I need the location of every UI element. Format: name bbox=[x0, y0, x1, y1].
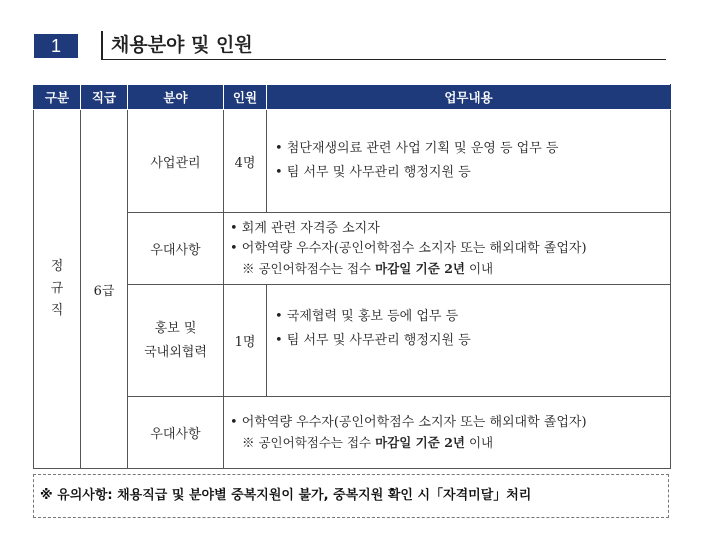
duties-cell bbox=[267, 285, 671, 397]
table-row bbox=[34, 397, 671, 469]
duty-item: • 팀 서무 및 사무관리 행정지원 등 bbox=[275, 165, 471, 180]
note-text: 이내 bbox=[464, 261, 494, 276]
recruitment-table bbox=[33, 84, 671, 469]
notice-box: ※ 유의사항: 채용직급 및 분야별 중복지원이 불가, 중복지원 확인 시「자격미달」처리 bbox=[33, 474, 669, 518]
duty-item: • 국제협력 및 홍보 등에 업무 등 bbox=[275, 308, 459, 324]
field-cell: 사업관리 bbox=[128, 110, 224, 213]
header-division: 구분 bbox=[34, 85, 81, 110]
headcount-cell: 4명 bbox=[224, 110, 267, 213]
title-underline bbox=[101, 59, 666, 60]
section-title: 채용분야 및 인원 bbox=[101, 31, 253, 59]
preference-cell bbox=[224, 397, 671, 469]
note-emphasis: 마감일 기준 2년 bbox=[375, 261, 465, 276]
grade-cell: 6급 bbox=[81, 110, 128, 469]
table-row bbox=[34, 285, 671, 397]
header-grade: 직급 bbox=[81, 85, 128, 110]
note-emphasis: 마감일 기준 2년 bbox=[375, 434, 465, 450]
headcount-cell: 1명 bbox=[224, 285, 267, 397]
table-row bbox=[34, 213, 671, 285]
division-char: 정 bbox=[50, 259, 64, 274]
language-score-note bbox=[230, 259, 670, 279]
duty-item: • 팀 서무 및 사무관리 행정지원 등 bbox=[275, 332, 471, 348]
preference-item: • 회계 관련 자격증 소지자 bbox=[230, 221, 380, 236]
language-score-note bbox=[230, 433, 670, 453]
field-line: 홍보 및 bbox=[154, 320, 197, 336]
preference-item: • 어학역량 우수자(공인어학점수 소지자 또는 해외대학 졸업자) bbox=[230, 241, 587, 256]
field-cell bbox=[128, 285, 224, 397]
table-header-row bbox=[34, 85, 671, 110]
duties-cell bbox=[267, 110, 671, 213]
header-headcount: 인원 bbox=[224, 85, 267, 110]
duty-item: • 첨단재생의료 관련 사업 기획 및 운영 등 업무 등 bbox=[275, 141, 559, 156]
field-line: 국내외협력 bbox=[144, 344, 207, 360]
preference-item: • 어학역량 우수자(공인어학점수 소지자 또는 해외대학 졸업자) bbox=[230, 414, 587, 430]
table-row bbox=[34, 110, 671, 213]
note-text: ※ 공인어학점수는 접수 bbox=[242, 261, 376, 276]
preference-label-cell: 우대사항 bbox=[128, 213, 224, 285]
section-number-badge: 1 bbox=[34, 34, 78, 58]
header-duties: 업무내용 bbox=[267, 85, 671, 110]
division-char: 직 bbox=[50, 303, 64, 318]
preference-cell bbox=[224, 213, 671, 285]
division-cell bbox=[34, 110, 81, 469]
note-text: 이내 bbox=[464, 434, 494, 450]
preference-label-cell: 우대사항 bbox=[128, 397, 224, 469]
division-char: 규 bbox=[50, 281, 64, 296]
header-field: 분야 bbox=[128, 85, 224, 110]
note-text: ※ 공인어학점수는 접수 bbox=[242, 434, 376, 450]
